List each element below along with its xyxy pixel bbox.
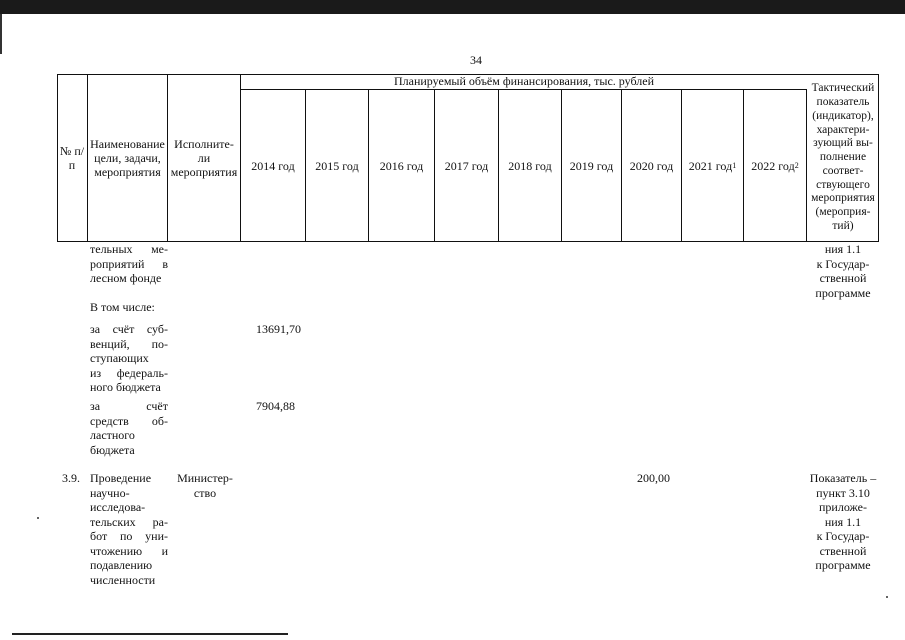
row-3-9-2020-value: 200,00 <box>637 471 670 485</box>
scan-speck <box>37 517 39 519</box>
header-year-2018: 2018 год <box>499 90 562 242</box>
header-year-2017: 2017 год <box>435 90 499 242</box>
continued-indicator: ния 1.1 к Государ- ственной программе <box>815 242 871 300</box>
scan-left-edge <box>0 14 2 54</box>
header-year-2014: 2014 год <box>241 90 306 242</box>
scan-bottom-line <box>12 633 288 635</box>
scan-top-edge <box>0 0 905 14</box>
federal-name: за счёт суб- венций, по- ступающих из федераль- ного бюджета <box>90 322 168 394</box>
header-funding-title: Планируемый объём финансирования, тыс. рублей <box>241 74 807 90</box>
header-num: № п/п <box>57 74 88 242</box>
federal-2014-value: 13691,70 <box>256 322 301 336</box>
header-year-2019: 2019 год <box>562 90 622 242</box>
header-name: Наименование цели, задачи, мероприятия <box>88 74 168 242</box>
header-indicator: Тактический показатель (индикатор), характери-зующий вы-полнение соответ-ствующего мероприятия (мероприя-тий) <box>811 82 875 233</box>
row-3-9-name: Проведение научно- исследова- тельских ра- бот по уни- чтожению и подавлению численности <box>90 471 168 587</box>
scan-speck <box>886 596 888 598</box>
including-label: В том числе: <box>90 300 155 314</box>
page-number: 34 <box>470 53 482 67</box>
row-3-9-indicator: Показатель – пункт 3.10 приложе- ния 1.1 к Государ- ственной программе <box>809 471 877 572</box>
header-year-2020: 2020 год <box>622 90 682 242</box>
header-year-2015: 2015 год <box>306 90 369 242</box>
regional-2014-value: 7904,88 <box>256 399 295 413</box>
row-3-9-number: 3.9. <box>62 471 80 485</box>
regional-name: за счёт средств об- ластного бюджета <box>90 399 168 457</box>
header-year-2016: 2016 год <box>369 90 435 242</box>
header-year-2022: 2022 год 2 <box>744 90 807 242</box>
header-year-2021: 2021 год 1 <box>682 90 744 242</box>
row-3-9-executor: Министер- ство <box>177 471 233 500</box>
header-executor: Исполните-ли мероприятия <box>168 74 241 242</box>
continued-name: тельных ме- роприятий в лесном фонде <box>90 242 168 285</box>
